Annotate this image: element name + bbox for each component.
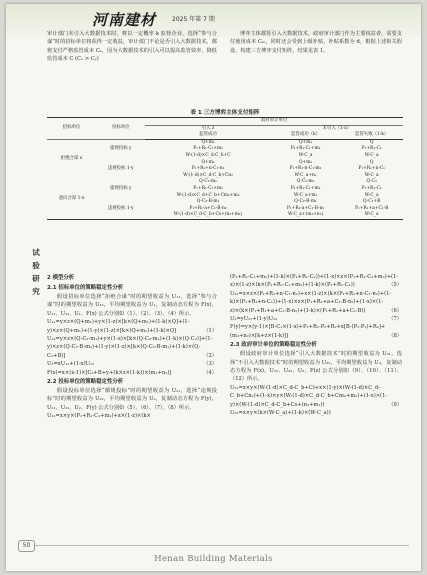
equation-text: U₁=xU₁₁+(1-x)U₁₂ — [47, 361, 95, 368]
payoff-cell: W-C_a — [364, 172, 379, 178]
side-char: 试 — [32, 248, 40, 257]
table-row — [47, 139, 403, 146]
payoff-cell: W-(1-d)×C_d-C_b+Cs+(n₂+m₁) — [173, 212, 243, 218]
equation-block — [47, 335, 217, 360]
header-sub: 监管成功（k） — [271, 132, 341, 139]
equation-block — [230, 409, 402, 417]
payoff-cell: W-(1-d)×C_d-C_b+C — [185, 152, 231, 158]
payoff-cell: P₁+R₁-C₁+m₂ — [290, 146, 321, 152]
equation-text: U₂₁=x×y×(P₁+R₁-C₁+m₂)+x×(1-z)×(k× — [47, 413, 151, 420]
side-char: 验 — [32, 261, 40, 270]
issue-label: 2025 年第 7 期 — [172, 16, 215, 23]
table-title: 表 1 三方博弈主体支付矩阵 — [190, 110, 260, 116]
header-not-introduce: 未引入（1-z） — [322, 125, 352, 131]
body-paragraph: 假设招标单位选择“拒绝合谋”时的期望收益为 U₁₁，选择“参与合谋”时的期望收益为 U₁₂，平均期望收益为 U₁，复制动态方程为 F(x)，U₁₁、U₁₂、U₁、F(x) 公式分别如（1）、（2）、（3）、（4）所示。 — [47, 294, 217, 317]
equation-text: U₃₁=x×y×(W-(1-d)×C_d-C_b+C)+x×(1-y)×(W-(1-d)×C_d-C_b+Cn₂)+(1-x)×y×(W-(1-d)×C_d-C_b+Cm₂+m₂)+(1-x)×(1-y)×(W-(1-d)×C_d-C_b+Cs+(n₂+m₁)) — [230, 384, 388, 408]
equation-text: (P₁+R₁-C₁+m₂)+(1-k)×(P₁+R₁-C₁))+(1-x)×z×(P₁+R₁-C₁+m₂)+(1-x)×(1-z)×(k×(P₁+R₁-C₁+m₂)+(1-k)×(P₁+R₁-C₁)) — [230, 274, 399, 289]
payoff-cell: W-(1-d)×C_d+C_b+Cm₂+m₂ — [176, 192, 240, 198]
equation-block — [47, 412, 217, 420]
equation-number: （3） — [203, 361, 217, 368]
equation-number: （8） — [388, 332, 402, 339]
header-bidder: 招标单位 — [47, 118, 96, 140]
tenderer-strategy-cell: 违规投标 1-y — [107, 205, 134, 211]
payoff-cell: P₁+R₁-C₁+m₂ — [193, 185, 223, 191]
payoff-cell: W-C_a — [364, 192, 379, 198]
payoff-cell: Q-C₂-m₁ — [199, 179, 217, 185]
payoff-cell: P₁+R₁-C₁ — [361, 185, 382, 191]
body-paragraph: 假设政府审计单位选择“引入大数据技术”时的期望收益为 U₃₁，选择“不引入大数据技术”时的期望收益为 U₃₂，平均期望收益为 U₃，复制动态方程为 F(z)，U₃₁、U₃₂、U₃、F(z) 公式分别如（9）、（10）、（11）、（12）所示。 — [230, 351, 402, 383]
payoff-cell: P₁+R₁+n-C₁ — [358, 166, 385, 172]
payoff-cell: W-C_a — [364, 152, 379, 158]
payoff-cell: Q — [369, 139, 374, 145]
journal-brand: 河南建材 — [92, 11, 157, 29]
side-char: 究 — [32, 287, 40, 296]
side-char: 研 — [32, 274, 40, 283]
equation-block — [230, 315, 402, 323]
header-tenderer: 投标单位 — [96, 118, 145, 140]
equation-block — [47, 369, 217, 377]
equation-text: U₁₁=y×z×(Q+m₁)+y×(1-z)×[k×(Q+m₁)+(1-k)×Q]+(1-y)×z×(Q+m₁)+(1-y)×(1-z)×[k×(Q+m₁)+(1-k)×Q] — [47, 319, 190, 334]
equation-number: （4） — [203, 369, 217, 376]
payoff-cell: W-C_a+(m₁+n₂) — [287, 212, 324, 218]
table-row — [47, 160, 403, 167]
bidder-strategy-cell: 意向合谋 1-x — [58, 195, 85, 201]
payoff-cell: W-(1-d)×C_d-C_b+Cn₂ — [183, 172, 233, 178]
intro-right-paragraph: 博弈主体都惩引入大数据技术，政府审计部门作为主要权益者，需要支付使用成本 Cₘ，同时还会受到上级补贴，补贴系数为 d，根据上述相关假设，构建三方博弈支付矩阵，结果见表 1。 — [230, 31, 402, 54]
payoff-cell: W-C_a — [364, 212, 379, 218]
section-heading: 2.3 政府审计单位的策略稳定性分析 — [230, 342, 317, 349]
payoff-cell: P₁+R₁-C₁ — [361, 146, 382, 152]
intro-left-text — [47, 30, 217, 64]
equation-number: （6） — [388, 307, 402, 314]
body-left-column — [47, 273, 217, 421]
payoff-cell: Q — [369, 159, 374, 165]
payoff-cell: W-C_a+m₁ — [293, 192, 318, 198]
equation-block — [230, 290, 402, 315]
tenderer-strategy-cell: 提规投标 y — [110, 146, 132, 152]
payoff-cell: P₁+R₁+a+C₁-B — [355, 205, 389, 211]
payoff-cell: Q+m₁ — [298, 159, 313, 165]
page-number: 50 — [18, 540, 35, 552]
payoff-cell: Q+m₁ — [298, 139, 313, 145]
payoff-cell: P₁+R₁-a+C₁-B-n₂ — [189, 205, 227, 211]
payoff-cell: Q-C₂-m₁ — [296, 179, 315, 185]
header-sub: 监管失败（1-k） — [340, 132, 403, 139]
body-paragraph: 假设投标单位选择“循规投标”时的期望收益为 U₂₁，选择“违规投标”时的期望收益为 U₂₂，平均期望收益为 U₂，复制动态方程为 F(y)，U₂₁、U₂₂、U₂、F(y) 公式分别如（5）、（6）、（7）、（8）所示。 — [47, 388, 217, 411]
equation-number: （5） — [388, 282, 402, 289]
header-sub: 监管成功 — [145, 132, 270, 139]
equation-number: （9） — [388, 401, 402, 408]
equation-text: U₂=yU₂₁+(1-y)U₂₂ — [230, 316, 278, 323]
payoff-cell: Q+m₁ — [201, 159, 215, 165]
equation-block — [230, 384, 402, 409]
intro-right-text — [230, 30, 402, 55]
equation-number: （7） — [388, 316, 402, 323]
equation-number: （2） — [203, 352, 217, 359]
equation-number: （1） — [203, 327, 217, 334]
payoff-cell: P₁+R₁-C₁+m₂ — [193, 146, 223, 152]
equation-text: U₂₂=x×z×(P₁+R₁+n-C₁-n₂)+x×(1-z)×(k×(P₁+R₁+n-C₁-n₂)+(1-k)×(P₁+R₁+n-C₁))+(1-x)×z×(P₁+R₁+a+C₁-B-n₂)+(1-x)×(1-z)×(k×(P₁+R₁+a+C₁-B-n₂)+(1-k)×(P₁+R₁+a+C₁-B)) — [230, 290, 392, 314]
tenderer-strategy-cell: 提规投标 y — [110, 185, 132, 191]
payoff-cell: P₁+R₁+n-C₁-n₂ — [191, 166, 225, 172]
equation-text: U₁₂=y×z×(Q-C₂-m₁)+y×(1-z)×[k×(Q-C₂-m₁)+(1-k)×(Q-C₂)]+(1-y)×z×(Q-C₂-B-m₁)+(1-y)×(1-z)×[k×(Q-C₂-B-m₁)+(1-k)×(Q-C₂+B)] — [47, 336, 213, 359]
footer-rule — [34, 545, 409, 546]
payoff-matrix-table — [47, 117, 403, 220]
section-heading: 2.2 投标单位的策略稳定性分析 — [47, 379, 124, 386]
equation-block — [230, 323, 402, 340]
journal-page — [6, 4, 421, 571]
header-introduce: 引入 z — [201, 125, 215, 131]
payoff-cell: Q-C₂+B — [363, 199, 381, 205]
payoff-cell: Q-C₂-B-m₁ — [196, 199, 220, 205]
equation-block — [230, 273, 402, 290]
equation-text: U₃₂=x×y×(k×(W-C_a)+(1-k)×(W-C_a)) — [230, 410, 331, 417]
payoff-cell: Q-C₂ — [366, 179, 377, 185]
intro-left-paragraph: 审计部门未引入大数据技术时，将以一定概率 k 监督企业，选择“参与合谋”时的招标单位将获得一定收益，审计部门不论是否引入大数据技术，都将支付严格监管成本 Cₐ，因为大数据技术的引入可以提高监管效率，降低监管成本 C (Cₓ > Cᵧ) — [47, 31, 217, 63]
payoff-cell: P₁+R₁-a+C₁-B-n₂ — [286, 205, 325, 211]
table-row — [47, 199, 403, 206]
table-body — [47, 139, 403, 219]
payoff-cell: W-C_a — [298, 152, 313, 158]
equation-block — [47, 318, 217, 335]
bidder-strategy-cell: 拒绝合谋 x — [60, 156, 83, 162]
header-audit-group: 政府审计单位 — [145, 118, 403, 126]
tenderer-strategy-cell: 违规投标 1-y — [107, 166, 134, 172]
payoff-cell: W-C_a+n₁ — [294, 172, 317, 178]
equation-text: F(x)=x×(x-1)×[C₂+B+y+(k×z×(1-k))×(m₁+n₂)] — [47, 369, 172, 376]
payoff-cell: P₁+R₁-n-C₁-m₂ — [289, 166, 322, 172]
equation-block — [47, 360, 217, 368]
payoff-cell: Q+m₁ — [201, 139, 215, 145]
equation-text: F(y)=y×(y-1)×[B-C₁×(1-x)+P₁+R₁-P₂+R₂+x[B-(P₁-P₂)+R₂]+(m₂+n₂)×[k+z×(1-k)]] — [230, 324, 386, 339]
table-row — [47, 179, 403, 186]
footer-journal-name: Henan Building Materials — [154, 554, 273, 564]
body-right-column — [230, 273, 402, 418]
section-heading: 2 模型分析 — [47, 275, 75, 281]
payoff-cell: P₁+R₁-C₁+m₂ — [290, 185, 321, 191]
section-side-label — [31, 246, 41, 298]
section-heading: 2.1 招标单位的策略稳定性分析 — [47, 285, 124, 291]
payoff-cell: Q-C₂-B-m₁ — [294, 199, 317, 205]
